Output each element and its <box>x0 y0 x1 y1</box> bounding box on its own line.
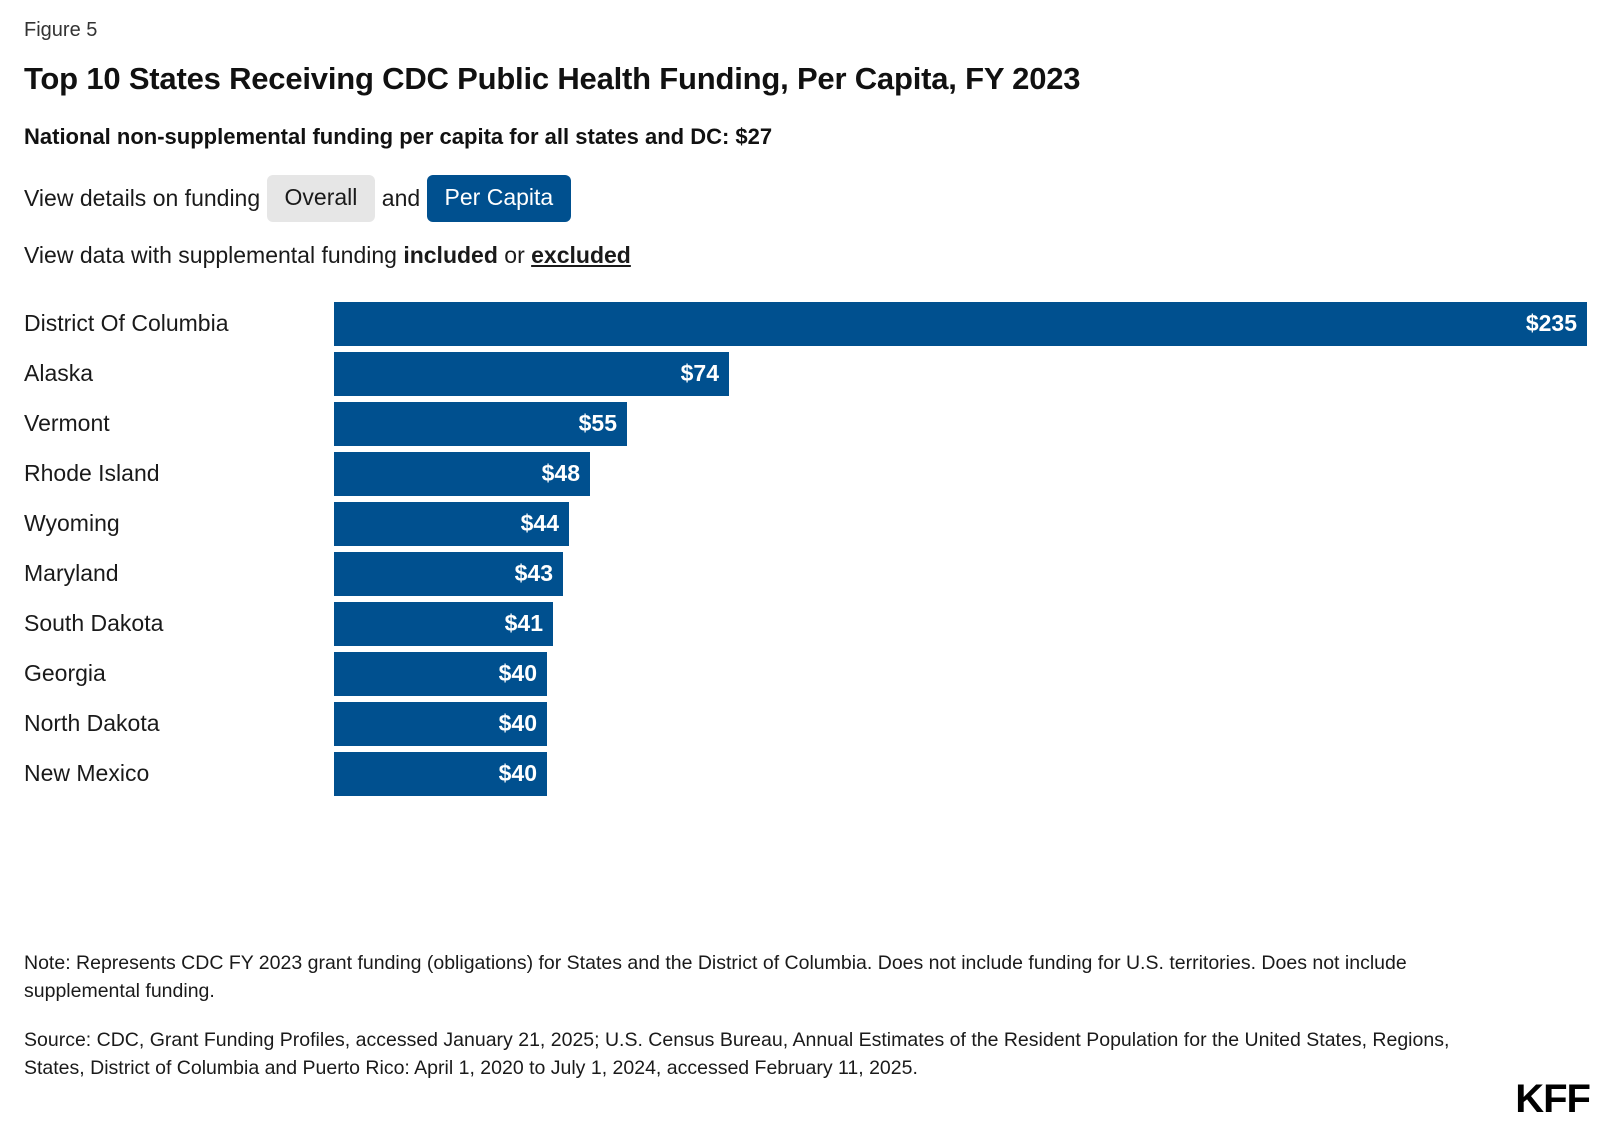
bar-track <box>334 449 1596 499</box>
bar-category-label: Rhode Island <box>24 460 160 487</box>
bar-value-label: $55 <box>578 410 617 437</box>
bar-category-label: Wyoming <box>24 510 120 537</box>
bar-track <box>334 749 1596 799</box>
bar-row <box>24 749 1596 799</box>
bar-value-label: $40 <box>498 660 537 687</box>
bar-category-label: District Of Columbia <box>24 310 229 337</box>
kff-logo: KFF <box>1515 1077 1590 1121</box>
bar-row <box>24 399 1596 449</box>
bar-row <box>24 299 1596 349</box>
bar-value-label: $43 <box>514 560 553 587</box>
view-details-prefix-label: View details on funding <box>24 184 267 211</box>
bar-value-label: $40 <box>498 760 537 787</box>
bar-row <box>24 499 1596 549</box>
page-title: Top 10 States Receiving CDC Public Health Funding, Per Capita, FY 2023 <box>24 61 1081 96</box>
chart-subtitle: National non-supplemental funding per capita for all states and DC: $27 <box>24 124 773 150</box>
or-label: or <box>497 241 532 268</box>
bar-chart <box>24 299 1596 799</box>
bar-value-label: $41 <box>504 610 543 637</box>
bar[interactable] <box>334 402 627 446</box>
bar-track <box>334 649 1596 699</box>
bar[interactable] <box>334 752 547 796</box>
bar-track <box>334 499 1596 549</box>
bar-track <box>334 349 1596 399</box>
bar-track <box>334 699 1596 749</box>
bar-row <box>24 599 1596 649</box>
bar-value-label: $44 <box>520 510 559 537</box>
bar-track <box>334 599 1596 649</box>
bar-category-label: Georgia <box>24 660 106 687</box>
toggle-overall[interactable]: Overall <box>267 175 376 222</box>
toggle-per-capita[interactable]: Per Capita <box>427 175 572 222</box>
and-label: and <box>375 184 427 211</box>
bar-value-label: $48 <box>541 460 580 487</box>
bar-track <box>334 549 1596 599</box>
bar[interactable] <box>334 602 553 646</box>
bar-value-label: $74 <box>680 360 719 387</box>
supplemental-row <box>24 241 1596 268</box>
bar-row <box>24 549 1596 599</box>
chart-source: Source: CDC, Grant Funding Profiles, accessed January 21, 2025; U.S. Census Bureau, Annual Estimates of the Resident Population for the United States, Regions, States, District of Columbia and Puerto Rico: April 1, 2020 to July 1, 2024, accessed February 11, 2025. <box>24 1029 1450 1080</box>
bar[interactable] <box>334 452 590 496</box>
bar-row <box>24 649 1596 699</box>
bar-row <box>24 449 1596 499</box>
bar[interactable] <box>334 302 1587 346</box>
bar-category-label: Maryland <box>24 560 119 587</box>
bar[interactable] <box>334 352 729 396</box>
bar-category-label: North Dakota <box>24 710 160 737</box>
view-details-row <box>24 175 1596 222</box>
bar[interactable] <box>334 652 547 696</box>
bar-row <box>24 699 1596 749</box>
bar-value-label: $40 <box>498 710 537 737</box>
bar-row <box>24 349 1596 399</box>
supplemental-prefix-label: View data with supplemental funding <box>24 241 404 268</box>
bar-category-label: Alaska <box>24 360 94 387</box>
bar[interactable] <box>334 552 563 596</box>
chart-note: Note: Represents CDC FY 2023 grant funding (obligations) for States and the District of Columbia. Does not include funding for U.S. territories. Does not include supplemental funding. <box>24 952 1407 1002</box>
bar-track <box>334 299 1596 349</box>
bar-category-label: Vermont <box>24 410 110 437</box>
footnotes <box>24 950 1474 1083</box>
figure-label: Figure 5 <box>24 19 98 41</box>
bar-value-label: $235 <box>1525 310 1577 337</box>
bar[interactable] <box>334 502 569 546</box>
bar-track <box>334 399 1596 449</box>
bar-category-label: New Mexico <box>24 760 150 787</box>
link-excluded[interactable]: excluded <box>531 241 631 268</box>
bar-category-label: South Dakota <box>24 610 164 637</box>
link-included[interactable]: included <box>403 241 498 268</box>
bar[interactable] <box>334 702 547 746</box>
